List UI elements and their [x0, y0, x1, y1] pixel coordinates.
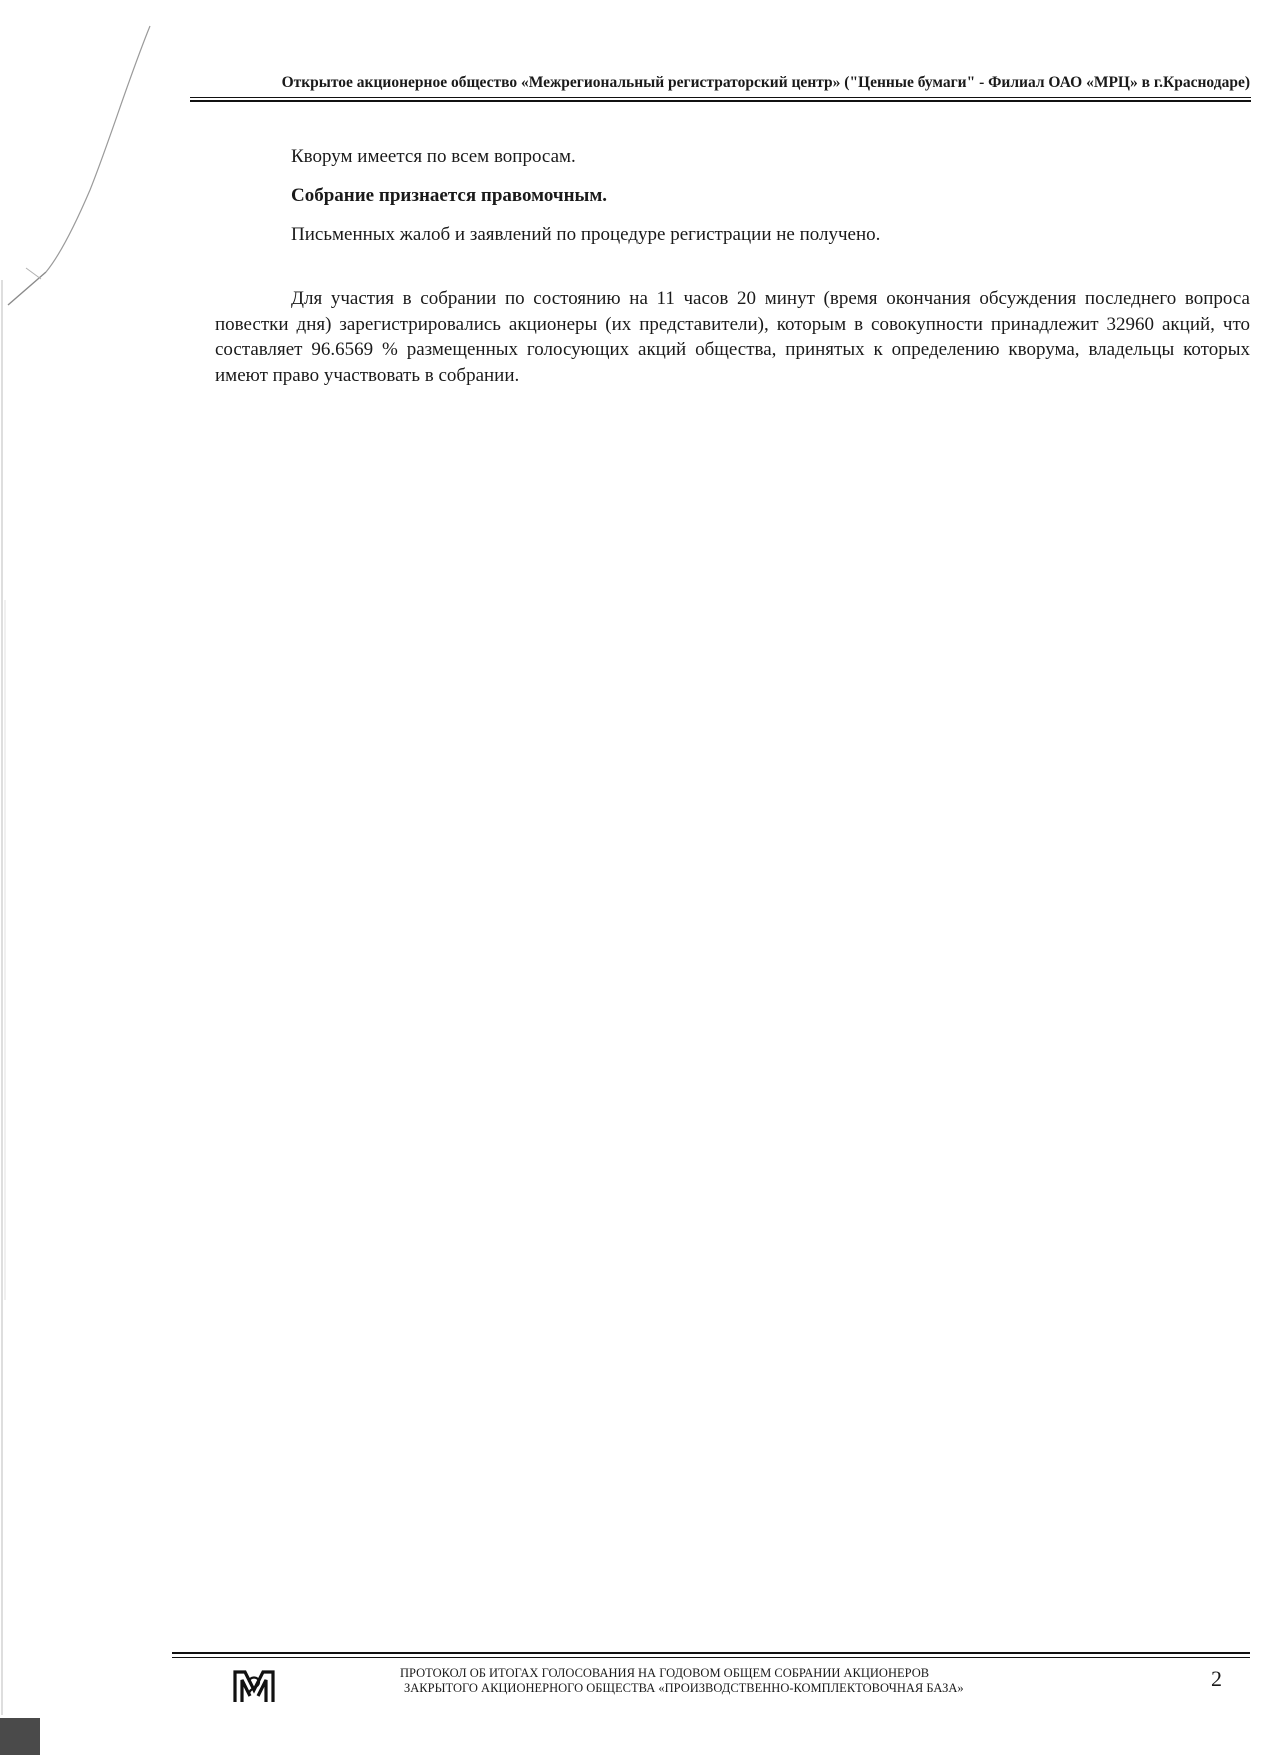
quorum-statement: Кворум имеется по всем вопросам.	[291, 146, 576, 167]
footer-divider	[172, 1652, 1250, 1658]
scan-edge-artifact	[0, 0, 12, 1755]
scan-corner-artifact	[0, 1718, 40, 1755]
page-header	[190, 74, 1250, 92]
scan-fold-artifact	[0, 0, 160, 320]
footer-document-title	[380, 1666, 1080, 1696]
complaints-statement: Письменных жалоб и заявлений по процедуре регистрации не получено.	[291, 224, 881, 245]
mrc-logo-icon	[232, 1668, 276, 1704]
header-divider	[190, 97, 1251, 102]
meeting-valid-statement: Собрание признается правомочным.	[291, 185, 608, 206]
page-number: 2	[1211, 1666, 1222, 1691]
registration-paragraph: Для участия в собрании по состоянию на 11 часов 20 минут (время окончания обсуждения последнего вопроса повестки дня) зарегистрировались акционеры (их представители), которым в совокупности принадлежит 32960 акций, что составляет 96.6569 % размещенных голосующих акций общества, принятых к определению кворума, владельцы которых имеют право участвовать в собрании.	[215, 288, 1250, 386]
header-organization: Открытое акционерное общество «Межрегиональный регистраторский центр» ("Ценные бумаги" - Филиал ОАО «МРЦ» в г.Краснодаре)	[281, 74, 1250, 91]
footer-title-line-2: ЗАКРЫТОГО АКЦИОНЕРНОГО ОБЩЕСТВА «ПРОИЗВОДСТВЕННО-КОМПЛЕКТОВОЧНАЯ БАЗА»	[404, 1681, 964, 1695]
footer-title-line-1: ПРОТОКОЛ ОБ ИТОГАХ ГОЛОСОВАНИЯ НА ГОДОВОМ ОБЩЕМ СОБРАНИИ АКЦИОНЕРОВ	[400, 1666, 930, 1680]
